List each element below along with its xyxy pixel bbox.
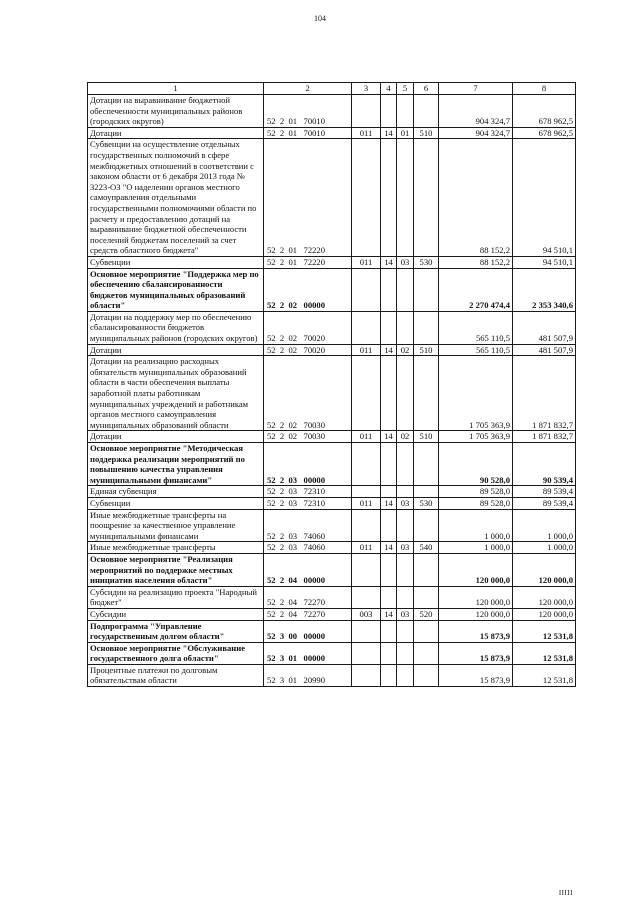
column-header: 5 (397, 83, 414, 95)
amount-col-8: 120 000,0 (513, 586, 576, 608)
table-row (88, 497, 576, 509)
section-code (381, 268, 397, 311)
amount-col-7: 15 873,9 (439, 642, 513, 664)
amount-col-7: 565 110,5 (439, 311, 513, 344)
classification-code: 52 2 04 00000 (264, 553, 352, 586)
classification-code: 52 2 01 72220 (264, 139, 352, 257)
section-code (381, 443, 397, 486)
amount-col-7: 565 110,5 (439, 344, 513, 356)
table-row (88, 431, 576, 443)
amount-col-7: 88 152,2 (439, 139, 513, 257)
section-code (381, 311, 397, 344)
classification-code: 52 2 03 72310 (264, 486, 352, 498)
column-header: 4 (381, 83, 397, 95)
section-code: 14 (381, 497, 397, 509)
column-header: 3 (352, 83, 381, 95)
amount-col-8: 1 000,0 (513, 542, 576, 554)
section-code (381, 139, 397, 257)
amount-col-8: 12 531,8 (513, 642, 576, 664)
amount-col-8: 1 871 832,7 (513, 431, 576, 443)
table-row (88, 95, 576, 128)
section-code (381, 553, 397, 586)
subsection-code (397, 509, 414, 542)
ministry-code (352, 642, 381, 664)
expense-type-code: 510 (414, 344, 439, 356)
table-row (88, 642, 576, 664)
expense-type-code (414, 356, 439, 431)
classification-code: 52 2 03 74060 (264, 509, 352, 542)
section-code (381, 95, 397, 128)
ministry-code (352, 139, 381, 257)
subsection-code (397, 356, 414, 431)
amount-col-7: 1 000,0 (439, 542, 513, 554)
subsection-code (397, 443, 414, 486)
amount-col-7: 120 000,0 (439, 553, 513, 586)
amount-col-7: 89 528,0 (439, 486, 513, 498)
amount-col-7: 120 000,0 (439, 608, 513, 620)
table-row (88, 586, 576, 608)
row-description: Субсидии (88, 608, 264, 620)
subsection-code: 01 (397, 127, 414, 139)
ministry-code (352, 443, 381, 486)
classification-code: 52 3 00 00000 (264, 620, 352, 642)
section-code: 14 (381, 431, 397, 443)
amount-col-8: 2 353 340,6 (513, 268, 576, 311)
amount-col-8: 94 510,1 (513, 256, 576, 268)
subsection-code (397, 486, 414, 498)
row-description: Субсидии на реализацию проекта "Народный бюджет" (88, 586, 264, 608)
table-row (88, 139, 576, 257)
ministry-code (352, 586, 381, 608)
amount-col-7: 1 705 363,9 (439, 431, 513, 443)
row-description: Субвенции (88, 497, 264, 509)
expense-type-code (414, 553, 439, 586)
classification-code: 52 2 04 72270 (264, 586, 352, 608)
expense-type-code (414, 486, 439, 498)
subsection-code (397, 620, 414, 642)
amount-col-8: 1 871 832,7 (513, 356, 576, 431)
table-row (88, 256, 576, 268)
row-description: Основное мероприятие "Методическая поддержка реализации мероприятий по повышению качества управления муниципальными финансами" (88, 443, 264, 486)
expense-type-code: 510 (414, 127, 439, 139)
table-row (88, 443, 576, 486)
row-description: Единая субвенция (88, 486, 264, 498)
subsection-code: 03 (397, 542, 414, 554)
classification-code: 52 2 02 70020 (264, 311, 352, 344)
expense-type-code (414, 95, 439, 128)
ministry-code (352, 509, 381, 542)
section-code: 14 (381, 542, 397, 554)
section-code (381, 486, 397, 498)
row-description: Иные межбюджетные трансферты на поощрение за качественное управление муниципальными финансами (88, 509, 264, 542)
page-number: 104 (314, 14, 326, 23)
row-description: Дотации на выравнивание бюджетной обеспеченности муниципальных районов (городских округов) (88, 95, 264, 128)
column-header: 7 (439, 83, 513, 95)
amount-col-8: 678 962,5 (513, 95, 576, 128)
row-description: Процентные платежи по долговым обязательствам области (88, 664, 264, 686)
ministry-code: 011 (352, 542, 381, 554)
section-code: 14 (381, 127, 397, 139)
ministry-code (352, 268, 381, 311)
classification-code: 52 2 01 70010 (264, 127, 352, 139)
amount-col-7: 2 270 474,4 (439, 268, 513, 311)
table-row (88, 486, 576, 498)
classification-code: 52 2 02 70020 (264, 344, 352, 356)
row-description: Подпрограмма "Управление государственным долгом области" (88, 620, 264, 642)
classification-code: 52 2 03 72310 (264, 497, 352, 509)
subsection-code: 02 (397, 431, 414, 443)
expense-type-code (414, 509, 439, 542)
section-code (381, 642, 397, 664)
amount-col-8: 90 539,4 (513, 443, 576, 486)
classification-code: 52 2 02 00000 (264, 268, 352, 311)
subsection-code (397, 664, 414, 686)
ministry-code (352, 664, 381, 686)
expense-type-code (414, 664, 439, 686)
classification-code: 52 2 01 72220 (264, 256, 352, 268)
row-description: Дотации на реализацию расходных обязательств муниципальных образований области в части обеспечения выплаты заработной платы работникам муниципальных учреждений и работникам органов местного самоуправления муниципальных образований области (88, 356, 264, 431)
classification-code: 52 2 01 70010 (264, 95, 352, 128)
ministry-code (352, 486, 381, 498)
subsection-code: 03 (397, 608, 414, 620)
table-header-row (88, 83, 576, 95)
section-code: 14 (381, 256, 397, 268)
amount-col-7: 15 873,9 (439, 664, 513, 686)
classification-code: 52 3 01 20990 (264, 664, 352, 686)
row-description: Субвенции (88, 256, 264, 268)
amount-col-8: 1 000,0 (513, 509, 576, 542)
column-header: 6 (414, 83, 439, 95)
classification-code: 52 2 02 70030 (264, 356, 352, 431)
amount-col-7: 88 152,2 (439, 256, 513, 268)
expense-type-code (414, 268, 439, 311)
ministry-code (352, 553, 381, 586)
amount-col-7: 89 528,0 (439, 497, 513, 509)
section-code (381, 356, 397, 431)
section-code: 14 (381, 344, 397, 356)
row-description: Иные межбюджетные трансферты (88, 542, 264, 554)
budget-table (87, 82, 576, 687)
amount-col-8: 12 531,8 (513, 664, 576, 686)
ministry-code (352, 95, 381, 128)
amount-col-7: 15 873,9 (439, 620, 513, 642)
table-row (88, 127, 576, 139)
ministry-code (352, 356, 381, 431)
expense-type-code (414, 586, 439, 608)
subsection-code (397, 642, 414, 664)
amount-col-8: 89 539,4 (513, 497, 576, 509)
amount-col-8: 120 000,0 (513, 608, 576, 620)
subsection-code (397, 311, 414, 344)
expense-type-code: 540 (414, 542, 439, 554)
expense-type-code: 530 (414, 497, 439, 509)
table-row (88, 356, 576, 431)
expense-type-code: 520 (414, 608, 439, 620)
amount-col-7: 120 000,0 (439, 586, 513, 608)
amount-col-8: 481 507,9 (513, 344, 576, 356)
subsection-code (397, 139, 414, 257)
subsection-code (397, 553, 414, 586)
amount-col-7: 1 705 363,9 (439, 356, 513, 431)
subsection-code: 03 (397, 256, 414, 268)
classification-code: 52 2 03 74060 (264, 542, 352, 554)
section-code (381, 620, 397, 642)
column-header: 1 (88, 83, 264, 95)
row-description: Дотации (88, 127, 264, 139)
classification-code: 52 2 03 00000 (264, 443, 352, 486)
table-row (88, 664, 576, 686)
expense-type-code: 530 (414, 256, 439, 268)
expense-type-code: 510 (414, 431, 439, 443)
row-description: Дотации (88, 344, 264, 356)
column-header: 8 (513, 83, 576, 95)
amount-col-7: 904 324,7 (439, 95, 513, 128)
subsection-code: 03 (397, 497, 414, 509)
classification-code: 52 2 04 72270 (264, 608, 352, 620)
section-code (381, 586, 397, 608)
amount-col-8: 12 531,8 (513, 620, 576, 642)
ministry-code (352, 620, 381, 642)
column-header: 2 (264, 83, 352, 95)
table-row (88, 553, 576, 586)
row-description: Субвенции на осуществление отдельных государственных полномочий в сфере межбюджетных отношений в соответствии с законом области от 6 декабря 2013 года № 3223-ОЗ "О наделении органов местного самоуправления отдельными государственными полномочиями области по расчету и предоставлению дотаций на выравнивание бюджетной обеспеченности поселений бюджетам поселений за счет средств областного бюджета" (88, 139, 264, 257)
amount-col-7: 90 528,0 (439, 443, 513, 486)
classification-code: 52 3 01 00000 (264, 642, 352, 664)
row-description: Основное мероприятие "Поддержка мер по обеспечению сбалансированности бюджетов муниципальных образований области" (88, 268, 264, 311)
row-description: Дотации на поддержку мер по обеспечению сбалансированности бюджетов муниципальных районов (городских округов) (88, 311, 264, 344)
amount-col-8: 120 000,0 (513, 553, 576, 586)
expense-type-code (414, 443, 439, 486)
table-row (88, 268, 576, 311)
ministry-code: 011 (352, 256, 381, 268)
section-code: 14 (381, 608, 397, 620)
amount-col-7: 1 000,0 (439, 509, 513, 542)
table-row (88, 608, 576, 620)
table-row (88, 344, 576, 356)
ministry-code: 011 (352, 431, 381, 443)
ministry-code: 011 (352, 127, 381, 139)
table-row (88, 620, 576, 642)
ministry-code (352, 311, 381, 344)
expense-type-code (414, 620, 439, 642)
expense-type-code (414, 139, 439, 257)
amount-col-8: 89 539,4 (513, 486, 576, 498)
amount-col-8: 481 507,9 (513, 311, 576, 344)
ministry-code: 011 (352, 497, 381, 509)
amount-col-8: 678 962,5 (513, 127, 576, 139)
section-code (381, 664, 397, 686)
expense-type-code (414, 642, 439, 664)
classification-code: 52 2 02 70030 (264, 431, 352, 443)
table-row (88, 311, 576, 344)
row-description: Дотации (88, 431, 264, 443)
table-row (88, 542, 576, 554)
expense-type-code (414, 311, 439, 344)
page-marker: IIIII (558, 889, 573, 897)
table-row (88, 509, 576, 542)
row-description: Основное мероприятие "Реализация мероприятий по поддержке местных инициатив населения области" (88, 553, 264, 586)
subsection-code (397, 95, 414, 128)
ministry-code: 011 (352, 344, 381, 356)
subsection-code: 02 (397, 344, 414, 356)
amount-col-7: 904 324,7 (439, 127, 513, 139)
row-description: Основное мероприятие "Обслуживание государственного долга области" (88, 642, 264, 664)
section-code (381, 509, 397, 542)
subsection-code (397, 586, 414, 608)
amount-col-8: 94 510,1 (513, 139, 576, 257)
ministry-code: 003 (352, 608, 381, 620)
subsection-code (397, 268, 414, 311)
